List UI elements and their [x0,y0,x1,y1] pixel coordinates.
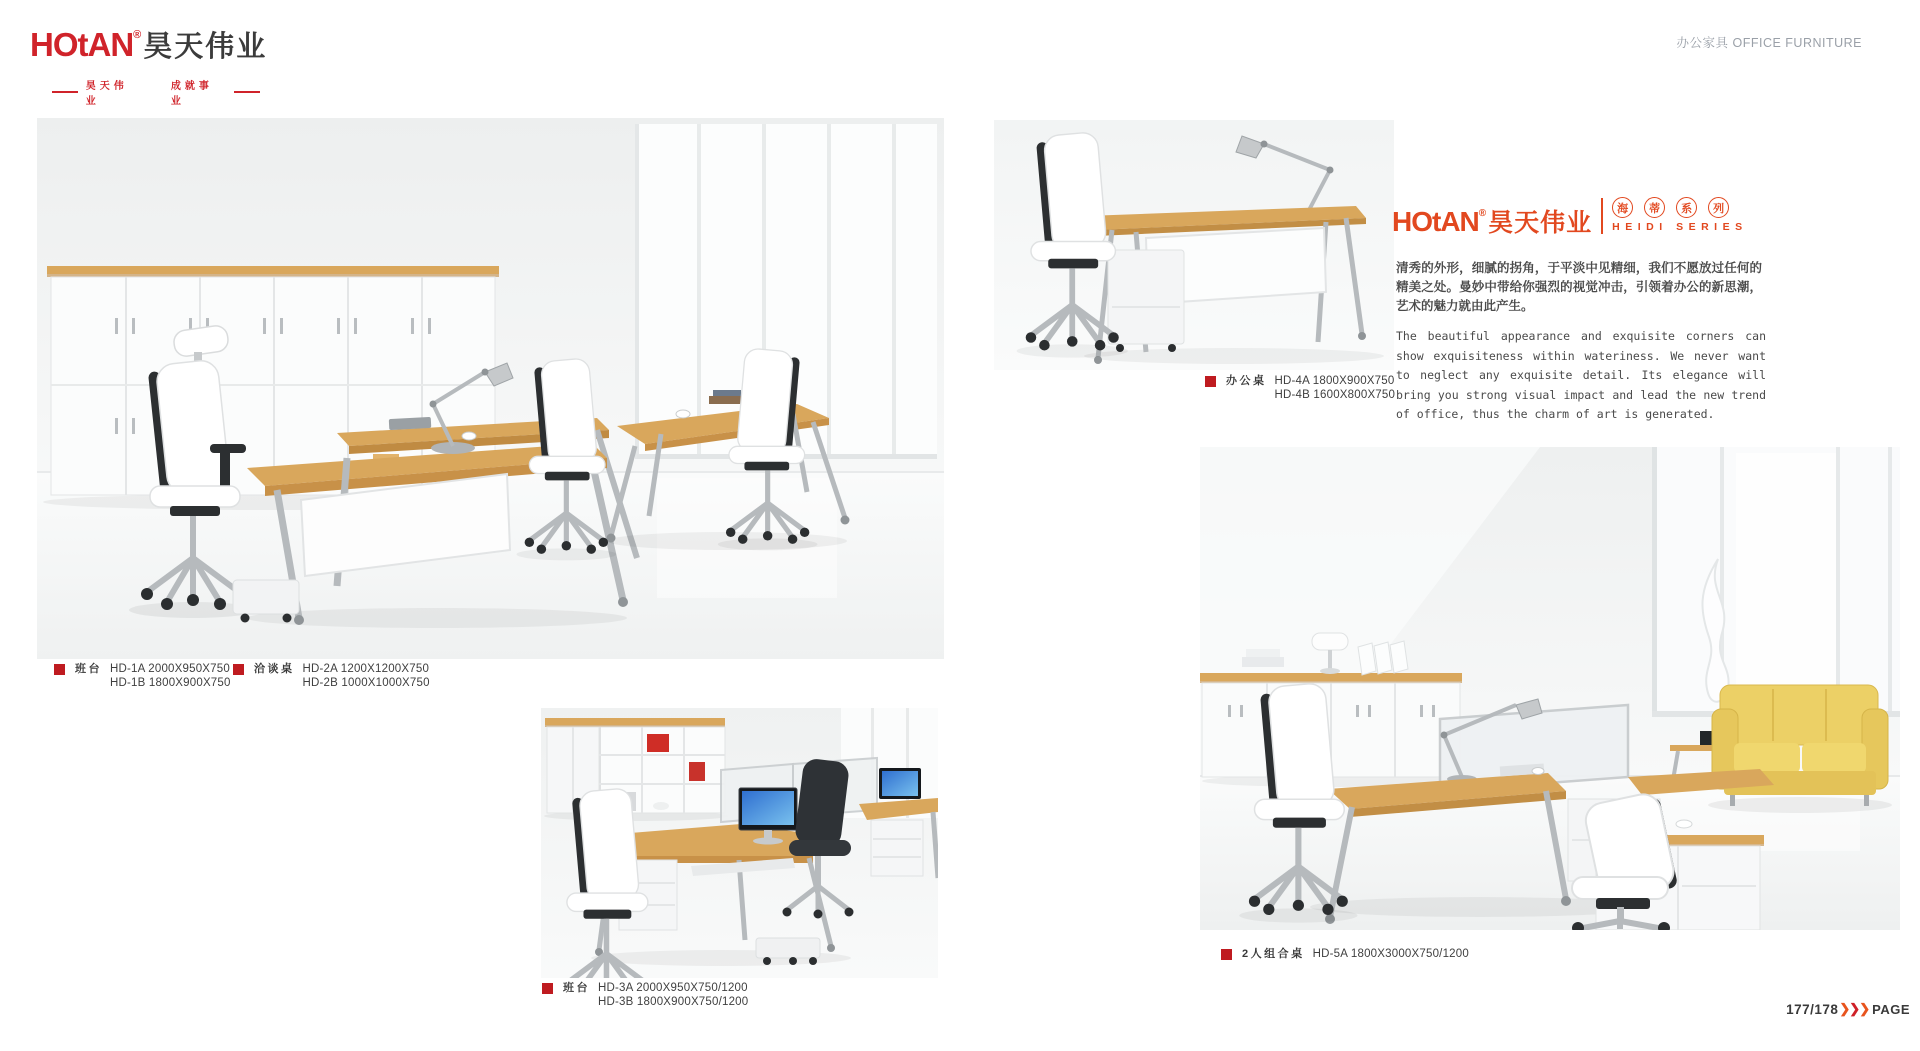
cup [462,432,476,440]
window [1652,447,1900,717]
series-char: 蒂 [1644,197,1665,218]
photo-executive-office [37,118,944,659]
photo-two-person-office [1200,447,1900,930]
workstation-scene [541,708,938,978]
product-name: 班台 [563,982,590,994]
chevron-icon: ❯ [1839,1001,1849,1016]
product-name: 洽谈桌 [254,663,295,675]
series-name-block [1612,196,1747,233]
brand-name-cn: 昊天伟业 [143,31,268,63]
product-code-line: HD-1B 1800X900X750 [110,676,231,689]
chevron-icon: ❯ [1849,1001,1859,1016]
mobile-pedestal [1108,250,1184,352]
product-code-line: HD-4B 1600X800X750 [1274,388,1396,401]
series-panel [1392,196,1772,425]
red-square-marker [542,983,553,994]
series-brand-logo [1392,196,1592,245]
product-name: 班台 [75,663,102,675]
product-code-line: HD-2B 1000X1000X750 [302,676,430,689]
red-square-marker [1221,949,1232,960]
product-name: 办公桌 [1226,375,1267,387]
product-label-hd1 [54,663,231,690]
product-label-hd5 [1221,948,1469,962]
product-code-line: HD-4A 1800X900X750 [1274,375,1395,387]
product-code-line: HD-1A 2000X950X750 [110,663,230,675]
file-holders [1358,641,1408,675]
brand-name-en: HOtAN [30,26,134,63]
product-codes [303,663,430,690]
series-brand-en: HOtAN [1392,206,1479,237]
shelf-cabinet [544,718,728,821]
series-name-cn [1612,197,1729,218]
tagline-rule-left [52,91,78,93]
product-code-line: HD-2A 1200X1200X750 [302,663,430,675]
series-header [1392,196,1772,245]
page-footer [1786,1001,1910,1017]
brand-tagline [52,77,260,107]
product-code-line: HD-3B 1800X900X750/1200 [598,995,749,1008]
photo-workstation [541,708,938,978]
product-label-hd3 [542,982,748,1009]
series-char: 系 [1676,197,1697,218]
product-code-line: HD-5A 1800X3000X750/1200 [1312,948,1469,960]
two-person-office-scene [1200,447,1900,930]
product-codes [1275,375,1396,402]
series-description-en: The beautiful appearance and exquisite corners can show exquisiteness within wateriness. We never want to neglect any exquisite detail. Its elegance will bring you strong visual impact and lead the new trend of office, thus the charm of art is generated. [1396,329,1766,421]
page-category: 办公家具 OFFICE FURNITURE [1676,36,1862,50]
cup [1676,820,1692,828]
red-square-marker [233,664,244,675]
product-label-hd2 [233,663,430,690]
red-folders [647,734,669,752]
office-desk-scene [994,120,1394,370]
registered-mark: ® [1478,208,1487,219]
executive-office-scene [37,118,944,659]
series-brand-cn: 昊天伟业 [1488,209,1593,237]
page-label: PAGE [1872,1001,1910,1017]
red-folders [689,762,705,781]
cup [1532,768,1544,775]
product-code-line: HD-3A 2000X950X750/1200 [598,982,748,994]
tagline-right: 成就事业 [170,81,213,107]
series-description-cn: 清秀的外形，细腻的拐角，于平淡中见精细，我们不愿放过任何的精美之处。曼妙中带给你强烈的视觉冲击，引领着办公的新思潮，艺术的魅力就由此产生。 [1396,261,1762,313]
product-label-hd4 [1205,375,1395,402]
red-square-marker [1205,376,1216,387]
page-numbers: 177/178 [1786,1001,1839,1017]
brand-logo [30,12,268,107]
product-codes [110,663,231,690]
red-square-marker [54,664,65,675]
series-char: 海 [1612,197,1633,218]
sofa [1708,685,1892,813]
photo-office-desk [994,120,1394,370]
product-codes [598,982,748,1009]
series-name-en: HEIDI SERIES [1612,221,1748,233]
tagline-rule-right [234,91,260,93]
laptop [389,417,432,430]
tagline-left: 昊天伟业 [85,81,128,107]
product-codes [1313,948,1469,962]
registered-mark: ® [133,29,142,41]
series-char: 列 [1708,197,1729,218]
series-divider [1601,198,1603,234]
brand-logo-row [30,12,268,75]
product-name: 2人组合桌 [1242,948,1305,960]
chevron-icon: ❯ [1859,1001,1869,1016]
